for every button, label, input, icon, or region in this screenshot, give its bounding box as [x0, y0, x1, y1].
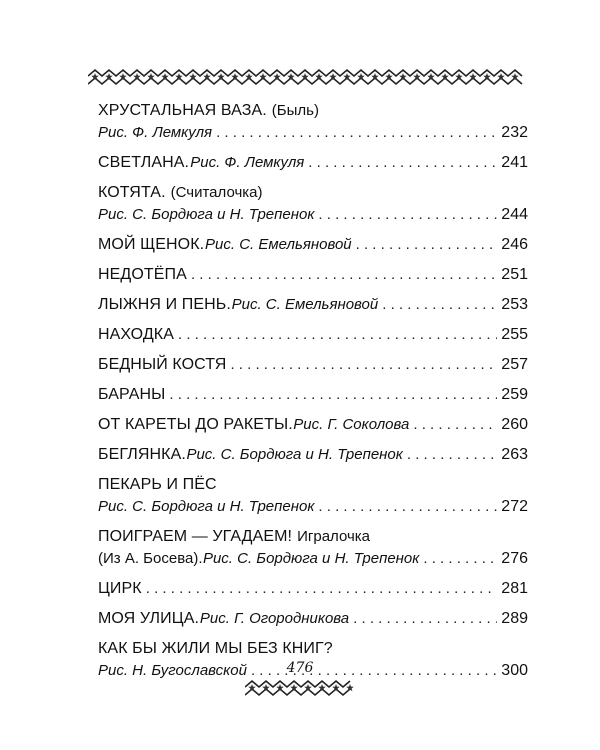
toc-line: [98, 444, 528, 466]
ornament-star-icon: [371, 73, 379, 80]
entry-page-number: 263: [501, 446, 528, 463]
entry-page-number: 281: [501, 580, 528, 597]
ornament-star-icon: [276, 684, 284, 691]
ornament-star-icon: [245, 73, 253, 80]
dot-leader: [146, 578, 498, 600]
toc-entry: [98, 234, 528, 256]
ornament-star-icon: [455, 73, 463, 80]
ornament-star-icon: [262, 684, 270, 691]
entry-note: (Быль): [271, 102, 319, 119]
entry-title: БЕДНЫЙ КОСТЯ: [98, 356, 227, 373]
ornament-star-icon: [497, 73, 505, 80]
toc-line: [98, 548, 528, 570]
ornament-star-icon: [91, 73, 99, 80]
entry-page-number: 253: [501, 296, 528, 313]
ornament-star-icon: [217, 73, 225, 80]
entry-illustrator: Рис. С. Бордюга и Н. Трепенок: [98, 498, 315, 515]
toc-line: [98, 182, 528, 204]
entry-page-number: 257: [501, 356, 528, 373]
toc-entry: [98, 526, 528, 570]
ornament-star-icon: [483, 73, 491, 80]
entry-page-number: 289: [501, 610, 528, 627]
entry-title: ЦИРК: [98, 580, 142, 597]
ornament-star-icon: [385, 73, 393, 80]
bottom-ornament: [245, 677, 355, 699]
dot-leader: [191, 264, 497, 286]
ornament-star-icon: [304, 684, 312, 691]
top-ornament-border: [88, 66, 528, 88]
ornament-star-icon: [203, 73, 211, 80]
toc-line: [98, 152, 528, 174]
ornament-star-icon: [413, 73, 421, 80]
ornament-star-icon: [287, 73, 295, 80]
ornament-star-icon: [332, 684, 340, 691]
dot-leader: [413, 414, 497, 436]
toc-entry: [98, 264, 528, 286]
toc-entry: [98, 354, 528, 376]
toc-line: [98, 496, 528, 518]
toc-entry: [98, 294, 528, 316]
ornament-star-icon: [259, 73, 267, 80]
table-of-contents: [98, 100, 528, 690]
entry-page-number: 255: [501, 326, 528, 343]
ornament-star-icon: [329, 73, 337, 80]
ornament-star-icon: [175, 73, 183, 80]
ornament-star-icon: [315, 73, 323, 80]
entry-title: МОЙ ЩЕНОК.: [98, 236, 205, 253]
entry-note: Игралочка: [297, 528, 371, 545]
toc-entry: [98, 384, 528, 406]
toc-line: [98, 384, 528, 406]
entry-illustrator: Рис. Г. Соколова: [293, 416, 410, 433]
entry-page-number: 272: [501, 498, 528, 515]
toc-entry: [98, 444, 528, 466]
dot-leader: [318, 496, 497, 518]
entry-page-number: 259: [501, 386, 528, 403]
entry-title: НЕДОТЁПА: [98, 266, 187, 283]
ornament-star-icon: [343, 73, 351, 80]
ornament-star-icon: [346, 684, 354, 691]
ornament-star-icon: [441, 73, 449, 80]
toc-line: [98, 354, 528, 376]
ornament-star-icon: [427, 73, 435, 80]
entry-page-number: 300: [501, 662, 528, 679]
ornament-star-icon: [133, 73, 141, 80]
toc-line: [98, 234, 528, 256]
dot-leader: [178, 324, 497, 346]
ornament-star-icon: [469, 73, 477, 80]
entry-illustrator: Рис. С. Бордюга и Н. Трепенок: [98, 206, 315, 223]
entry-title: ХРУСТАЛЬНАЯ ВАЗА.: [98, 102, 267, 119]
ornament-star-icon: [147, 73, 155, 80]
toc-line: [98, 204, 528, 226]
entry-illustrator: Рис. Ф. Лемкуля: [98, 124, 213, 141]
entry-note: (Считалочка): [170, 184, 263, 201]
entry-title: БАРАНЫ: [98, 386, 166, 403]
entry-page-number: 244: [501, 206, 528, 223]
toc-entry: [98, 474, 528, 518]
entry-page-number: 276: [501, 550, 528, 567]
entry-page-number: 260: [501, 416, 528, 433]
entry-illustrator: Рис. Н. Бугославской: [98, 662, 247, 679]
ornament-star-icon: [301, 73, 309, 80]
entry-page-number: 246: [501, 236, 528, 253]
toc-line: [98, 638, 528, 660]
dot-leader: [216, 122, 497, 144]
dot-leader: [356, 234, 498, 256]
dot-leader: [318, 204, 497, 226]
toc-line: [98, 122, 528, 144]
ornament-star-icon: [318, 684, 326, 691]
toc-line: [98, 294, 528, 316]
page-number: 476: [286, 660, 314, 676]
entry-illustrator: Рис. С. Емельяновой: [205, 236, 352, 253]
dot-leader: [407, 444, 497, 466]
toc-entry: [98, 152, 528, 174]
toc-entry: [98, 578, 528, 600]
entry-illustrator: Рис. Ф. Лемкуля: [190, 154, 305, 171]
entry-title: БЕГЛЯНКА.: [98, 446, 186, 463]
dot-leader: [423, 548, 497, 570]
toc-line: [98, 474, 528, 496]
entry-page-number: 241: [501, 154, 528, 171]
entry-title: КОТЯТА.: [98, 184, 166, 201]
entry-title: ОТ КАРЕТЫ ДО РАКЕТЫ.: [98, 416, 293, 433]
ornament-star-icon: [161, 73, 169, 80]
ornament-star-icon: [357, 73, 365, 80]
dot-leader: [230, 354, 497, 376]
entry-note: (Из А. Босева).: [98, 550, 203, 567]
toc-line: [98, 608, 528, 630]
ornament-star-icon: [189, 73, 197, 80]
ornament-star-icon: [290, 684, 298, 691]
entry-illustrator: Рис. Г. Огородникова: [199, 610, 350, 627]
entry-page-number: 251: [501, 266, 528, 283]
toc-line: [98, 578, 528, 600]
entry-illustrator: Рис. С. Бордюга и Н. Трепенок: [202, 550, 420, 567]
toc-entry: [98, 100, 528, 144]
toc-entry: [98, 324, 528, 346]
ornament-star-icon: [273, 73, 281, 80]
toc-line: [98, 526, 528, 548]
ornament-star-icon: [399, 73, 407, 80]
ornament-star-icon: [105, 73, 113, 80]
entry-illustrator: Рис. С. Бордюга и Н. Трепенок: [186, 446, 403, 463]
toc-entry: [98, 608, 528, 630]
ornament-star-icon: [511, 73, 519, 80]
toc-entry: [98, 182, 528, 226]
entry-title: СВЕТЛАНА.: [98, 154, 190, 171]
dot-leader: [382, 294, 497, 316]
entry-illustrator: Рис. С. Емельяновой: [231, 296, 379, 313]
entry-title: КАК БЫ ЖИЛИ МЫ БЕЗ КНИГ?: [98, 640, 333, 657]
dot-leader: [308, 152, 497, 174]
entry-title: ПОИГРАЕМ — УГАДАЕМ!: [98, 528, 293, 545]
toc-line: [98, 264, 528, 286]
dot-leader: [353, 608, 497, 630]
toc-line: [98, 324, 528, 346]
dot-leader: [169, 384, 497, 406]
entry-title: ЛЫЖНЯ И ПЕНЬ.: [98, 296, 231, 313]
entry-page-number: 232: [501, 124, 528, 141]
entry-title: МОЯ УЛИЦА.: [98, 610, 200, 627]
toc-line: [98, 414, 528, 436]
toc-line: [98, 100, 528, 122]
ornament-star-icon: [119, 73, 127, 80]
entry-title: НАХОДКА: [98, 326, 174, 343]
entry-title: ПЕКАРЬ И ПЁС: [98, 476, 217, 493]
ornament-star-icon: [248, 684, 256, 691]
toc-entry: [98, 414, 528, 436]
ornament-star-icon: [231, 73, 239, 80]
